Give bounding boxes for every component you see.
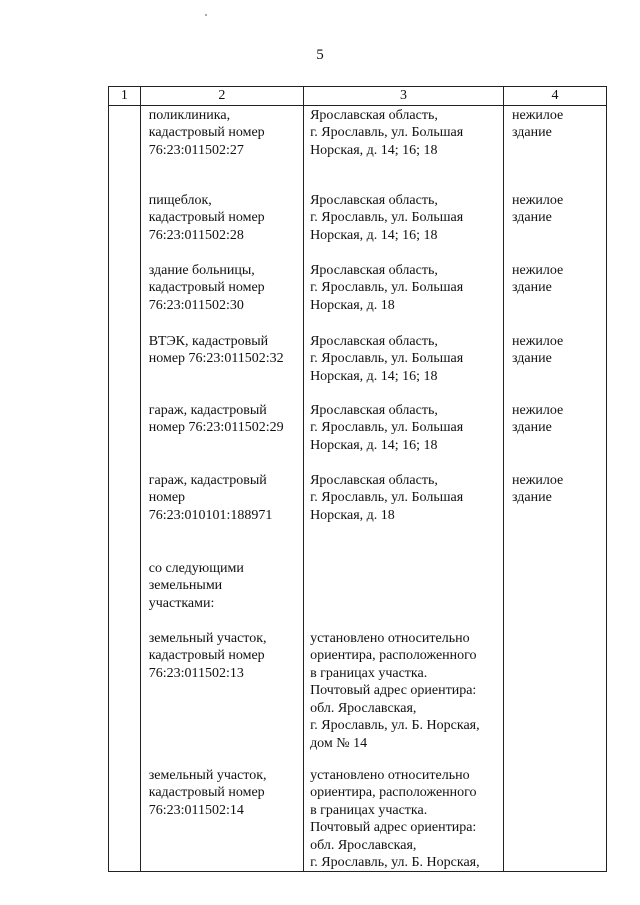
object-name: поликлиника, кадастровый номер 76:23:011502:27 xyxy=(148,107,265,158)
object-name: гараж, кадастровый номер 76:23:010101:188971 xyxy=(148,472,273,523)
address: Ярославская область, г. Ярославль, ул. Большая Норская, д. 14; 16; 18 xyxy=(310,107,464,158)
address: Ярославская область, г. Ярославль, ул. Большая Норская, д. 18 xyxy=(310,472,464,523)
scan-speck xyxy=(205,14,207,16)
column-header-2: 2 xyxy=(140,87,303,106)
object-name-cell xyxy=(140,105,303,871)
section-label: со следующими земельными участками: xyxy=(148,560,244,611)
object-type: нежилое здание xyxy=(512,402,564,435)
column-header-3: 3 xyxy=(304,87,504,106)
object-type: нежилое здание xyxy=(512,192,564,225)
object-type: нежилое здание xyxy=(512,333,564,366)
page-number: 5 xyxy=(316,47,324,63)
address: установлено относительно ориентира, расположенного в границах участка. Почтовый адрес ориентира: обл. Ярославская, г. Ярославль, ул. Б. Норская, дом № 14 xyxy=(310,630,480,751)
object-type: нежилое здание xyxy=(512,107,564,140)
type-cell xyxy=(504,105,607,871)
address: Ярославская область, г. Ярославль, ул. Большая Норская, д. 14; 16; 18 xyxy=(310,192,464,243)
object-type: нежилое здание xyxy=(512,472,564,505)
object-type: нежилое здание xyxy=(512,262,564,295)
index-cell xyxy=(109,105,141,871)
property-table xyxy=(108,86,607,872)
object-name: земельный участок, кадастровый номер 76:23:011502:13 xyxy=(148,630,267,681)
address-cell xyxy=(304,105,504,871)
address: установлено относительно ориентира, расположенного в границах участка. Почтовый адрес ориентира: обл. Ярославская, г. Ярославль, ул. Б. Норская, xyxy=(310,767,480,870)
header-row xyxy=(109,87,607,106)
object-name: здание больницы, кадастровый номер 76:23:011502:30 xyxy=(148,262,265,313)
column-header-4: 4 xyxy=(504,87,607,106)
object-name: пищеблок, кадастровый номер 76:23:011502:28 xyxy=(148,192,265,243)
table-row xyxy=(109,105,607,871)
address: Ярославская область, г. Ярославль, ул. Большая Норская, д. 14; 16; 18 xyxy=(310,402,464,453)
address: Ярославская область, г. Ярославль, ул. Большая Норская, д. 14; 16; 18 xyxy=(310,333,464,384)
object-name: ВТЭК, кадастровый номер 76:23:011502:32 xyxy=(148,333,284,366)
object-name: гараж, кадастровый номер 76:23:011502:29 xyxy=(148,402,284,435)
address: Ярославская область, г. Ярославль, ул. Большая Норская, д. 18 xyxy=(310,262,464,313)
column-header-1: 1 xyxy=(109,87,141,106)
object-name: земельный участок, кадастровый номер 76:23:011502:14 xyxy=(148,767,267,818)
